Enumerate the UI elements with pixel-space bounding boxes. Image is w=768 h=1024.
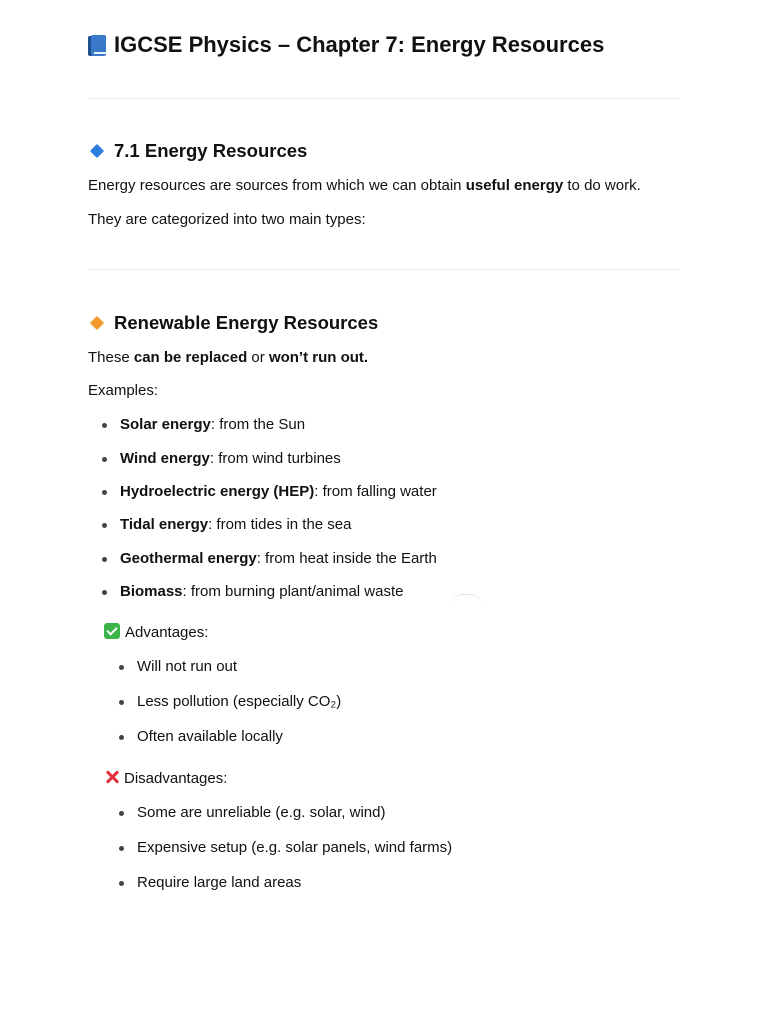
page-title (88, 32, 604, 58)
section-heading-energy-resources (88, 140, 307, 162)
term: Geothermal energy (120, 550, 257, 567)
advantages-label (104, 623, 208, 641)
text: or (247, 349, 269, 366)
page-title-text: IGCSE Physics – Chapter 7: Energy Resources (114, 32, 605, 57)
list-item (120, 416, 305, 433)
blue-diamond-icon (90, 144, 104, 158)
scroll-indicator[interactable] (451, 594, 481, 605)
term: Hydroelectric energy (HEP) (120, 483, 315, 500)
list-item (137, 693, 341, 710)
text: Require large land areas (137, 874, 302, 891)
bold-text: useful energy (465, 177, 564, 194)
list-item (120, 450, 341, 467)
term: Tidal energy (120, 516, 209, 533)
text: Some are unreliable (e.g. solar, wind) (137, 804, 386, 821)
list-item (120, 583, 403, 600)
list-item (120, 550, 437, 567)
categories-paragraph: They are categorized into two main types: (88, 211, 366, 228)
list-item (137, 728, 283, 745)
section-heading-text: 7.1 Energy Resources (114, 140, 308, 161)
orange-diamond-icon (90, 316, 104, 330)
text: Expensive setup (e.g. solar panels, wind farms) (137, 839, 453, 856)
desc: : from heat inside the Earth (256, 550, 437, 567)
bold-text: won’t run out (268, 349, 364, 366)
disadvantages-label (104, 769, 227, 787)
list-item (120, 516, 352, 533)
text: These (88, 349, 134, 366)
renewable-intro (88, 349, 368, 366)
list-item (137, 839, 452, 856)
divider (88, 269, 680, 270)
cross-mark-icon (104, 769, 120, 785)
check-mark-icon (104, 623, 120, 639)
bold-text: can be replaced (133, 349, 248, 366)
list-item (137, 874, 301, 891)
section-heading-text: Renewable Energy Resources (114, 312, 379, 333)
text: Will not run out (137, 658, 238, 675)
text: . (363, 349, 369, 366)
desc: : from tides in the sea (208, 516, 352, 533)
text: Energy resources are sources from which we can obtain (88, 177, 466, 194)
desc: : from falling water (314, 483, 437, 500)
desc: : from burning plant/animal waste (182, 583, 404, 600)
examples-label: Examples: (88, 382, 159, 399)
label-text: Advantages: (125, 624, 209, 641)
intro-paragraph (88, 177, 641, 194)
text: to do work. (563, 177, 641, 194)
text: Often available locally (137, 728, 283, 745)
text: Less pollution (especially CO₂) (137, 693, 342, 710)
label-text: Disadvantages: (124, 770, 228, 787)
book-icon (88, 35, 106, 56)
divider (88, 98, 680, 99)
term: Wind energy (120, 450, 210, 467)
term: Solar energy (120, 416, 211, 433)
list-item (137, 804, 385, 821)
list-item (120, 483, 437, 500)
desc: : from the Sun (210, 416, 306, 433)
list-item (137, 658, 237, 675)
desc: : from wind turbines (209, 450, 341, 467)
section-heading-renewable (88, 312, 378, 334)
term: Biomass (120, 583, 183, 600)
